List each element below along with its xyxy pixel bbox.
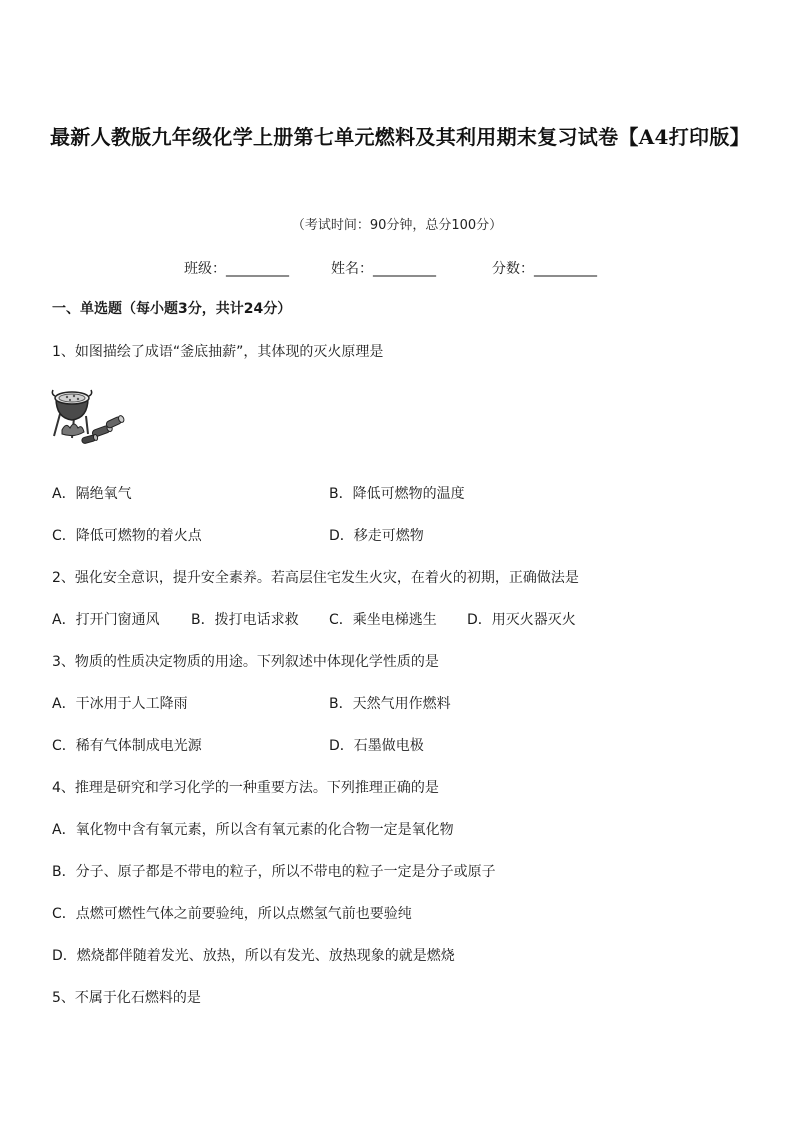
option-c: C．降低可燃物的着火点 — [52, 528, 202, 544]
score-field: 分数：_________ — [492, 261, 597, 277]
exam-duration-note: （考试时间：90分钟，总分100分） — [291, 218, 503, 233]
class-field: 班级：_________ — [184, 261, 289, 277]
question-stem: 5、不属于化石燃料的是 — [52, 990, 201, 1006]
question-stem: 4、推理是研究和学习化学的一种重要方法。下列推理正确的是 — [52, 780, 439, 796]
section-heading: 一、单选题（每小题3分，共计24分） — [52, 301, 292, 317]
option-b: B．降低可燃物的温度 — [329, 486, 465, 502]
option-b: B．拨打电话求救 — [191, 612, 299, 628]
question-stem: 3、物质的性质决定物质的用途。下列叙述中体现化学性质的是 — [52, 654, 439, 670]
option-d: D．用灭火器灭火 — [467, 612, 576, 628]
option-d: D．移走可燃物 — [329, 528, 424, 544]
question-stem: 2、强化安全意识，提升安全素养。若高层住宅发生火灾，在着火的初期，正确做法是 — [52, 570, 579, 586]
option-a: A．氧化物中含有氧元素，所以含有氧元素的化合物一定是氧化物 — [52, 822, 454, 838]
option-b: B．分子、原子都是不带电的粒子，所以不带电的粒子一定是分子或原子 — [52, 864, 496, 880]
option-c: C．点燃可燃性气体之前要验纯，所以点燃氢气前也要验纯 — [52, 906, 412, 922]
option-b: B．天然气用作燃料 — [329, 696, 451, 712]
question-stem: 1、如图描绘了成语“釜底抽薪”，其体现的灭火原理是 — [52, 344, 384, 360]
option-d: D．燃烧都伴随着发光、放热，所以有发光、放热现象的就是燃烧 — [52, 948, 455, 964]
page-title: 最新人教版九年级化学上册第七单元燃料及其利用期末复习试卷【A4打印版】 — [50, 125, 750, 149]
name-field: 姓名：_________ — [331, 261, 436, 277]
option-d: D．石墨做电极 — [329, 738, 424, 754]
option-c: C．乘坐电梯逃生 — [329, 612, 437, 628]
option-a: A．隔绝氧气 — [52, 486, 132, 502]
option-c: C．稀有气体制成电光源 — [52, 738, 202, 754]
pot-over-fire-illustration — [50, 384, 130, 448]
option-a: A．打开门窗通风 — [52, 612, 160, 628]
option-a: A．干冰用于人工降雨 — [52, 696, 188, 712]
